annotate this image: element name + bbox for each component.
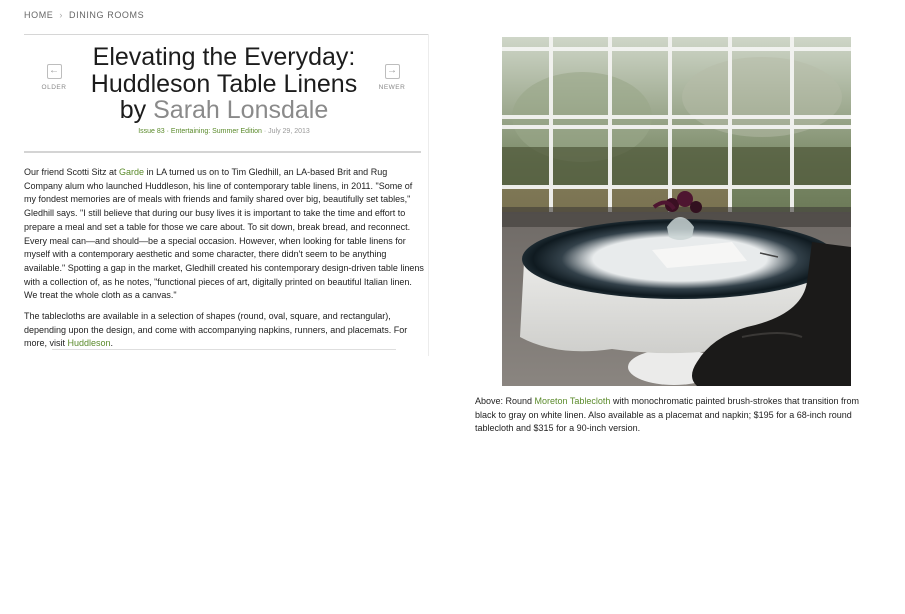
article-body [24, 166, 424, 358]
photo-caption: Above: Round Moreton Tablecloth with monochromatic painted brush-strokes that transition from black to gray on white linen. Also available as a placemat and napkin; $195 for a 68-inch round tablecloth and $315 for a 90-inch version. [475, 396, 860, 434]
garde-link[interactable]: Garde [119, 167, 145, 177]
breadcrumb [24, 10, 144, 20]
article-edge [428, 34, 429, 356]
header-divider [24, 151, 421, 153]
paragraph-1: Our friend Scotti Sitz at Garde in LA turned us on to Tim Gledhill, an LA-based Brit and Rug Company alum who launched Huddleson, his line of contemporary table linens, in 2011. "Some of my fondest memories are of meals with friends and family shared over big, beautifully set tables," Gledhill says. "I still believe that during our busy lives it is important to take the time and effort to prepare a meal and set a table for those we care about. To sit down, break bread, and reconnect. Every meal can—and should—be a special occasion. However, when looking for table linens for myself with a contemporary aesthetic and some character, there didn't seem to be anything available." Spotting a gap in the market, Gledhill created his contemporary design-driven table linens with a collection of, as he notes, "functional pieces of art, digitally printed on beautiful Italian linen. We treat the whole cloth as a canvas." [24, 167, 424, 301]
page-title [74, 44, 374, 98]
arrow-left-icon: ← [47, 64, 62, 79]
title-line-1: Elevating the Everyday: [92, 43, 356, 71]
huddleson-link[interactable]: Huddleson [67, 338, 111, 349]
author-link[interactable]: Sarah Lonsdale [153, 96, 329, 124]
paragraph-2: The tablecloths are available in a selection of shapes (round, oval, square, and rectangular), depending upon the design, and come with accompanying napkins, runners, and placemats. For more, visit Huddleson. [24, 311, 408, 349]
issue-link[interactable]: Issue 83 · Entertaining: Summer Edition [138, 128, 262, 135]
older-post-button[interactable] [29, 64, 79, 91]
dining-table-image [502, 37, 851, 386]
byline [74, 97, 374, 124]
moreton-tablecloth-link[interactable]: Moreton Tablecloth [534, 396, 611, 406]
bottom-divider [52, 349, 396, 350]
article-meta [64, 128, 384, 135]
newer-post-button[interactable] [367, 64, 417, 91]
arrow-right-icon: → [385, 64, 400, 79]
article-header [24, 34, 429, 356]
top-divider [24, 34, 429, 35]
byline-by: by [119, 96, 147, 124]
older-label: OLDER [41, 84, 67, 91]
newer-label: NEWER [378, 84, 406, 91]
breadcrumb-separator: › [59, 10, 64, 20]
publish-date: · July 29, 2013 [261, 128, 310, 135]
title-line-2: Huddleson Table Linens [90, 70, 358, 98]
tablecloth-photo [502, 37, 851, 386]
breadcrumb-dining-rooms-link[interactable]: DINING ROOMS [69, 10, 145, 20]
breadcrumb-home-link[interactable]: HOME [24, 10, 54, 20]
